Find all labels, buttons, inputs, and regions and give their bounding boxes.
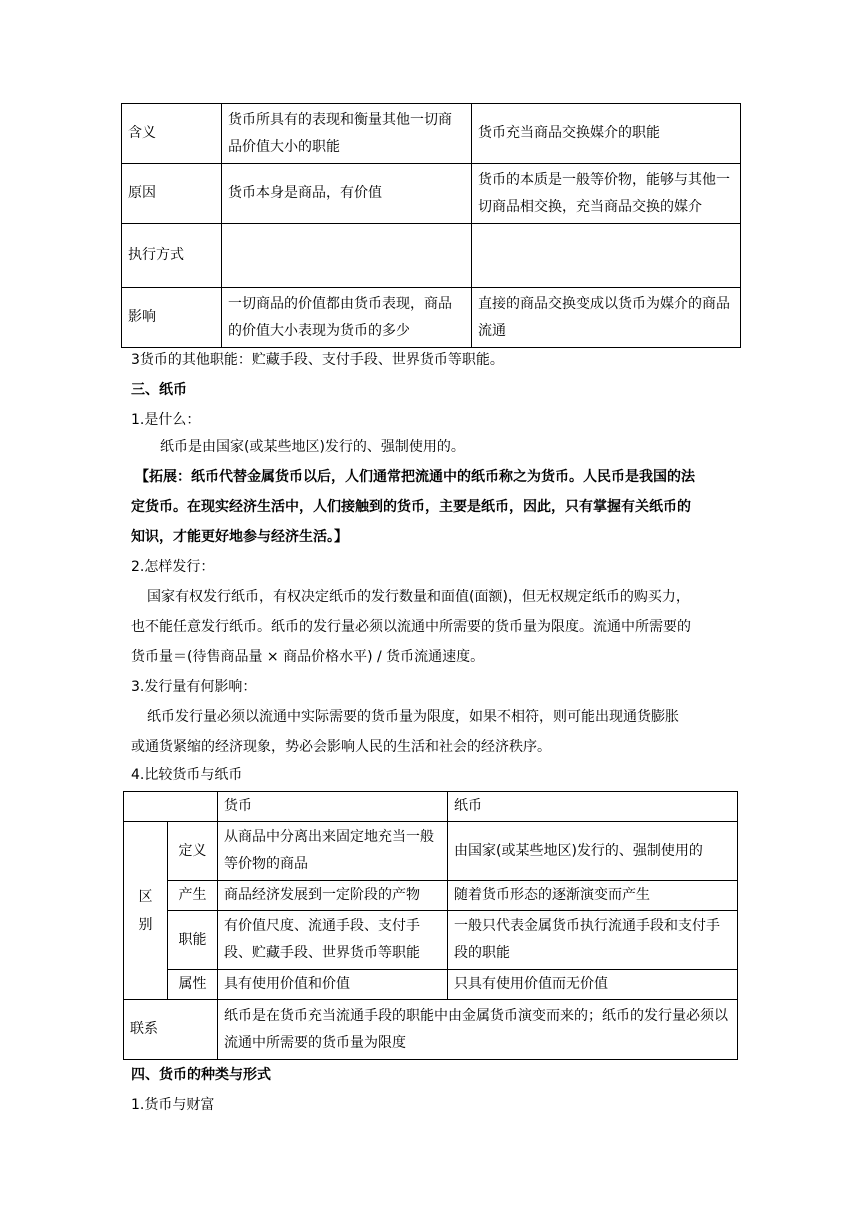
row-label: 含义	[122, 104, 222, 164]
section-title: 四、货币的种类与形式	[131, 1067, 271, 1083]
table-cell: 从商品中分离出来固定地充当一般等价物的商品	[218, 822, 448, 881]
formula-line: 货币量＝(待售商品量 × 商品价格水平) / 货币流通速度。	[131, 649, 485, 665]
table-header-row	[124, 792, 738, 822]
table-cell: 货币本身是商品，有价值	[222, 164, 472, 224]
row-label: 职能	[168, 911, 218, 970]
table-cell: 纸币是在货币充当流通手段的职能中由金属货币演变而来的；纸币的发行量必须以流通中所需要的货币量为限度	[218, 1000, 738, 1060]
extension-text: 【拓展：纸币代替金属货币以后，人们通常把流通中的纸币称之为货币。人民币是我国的法	[135, 469, 695, 485]
other-functions-text: 3货币的其他职能：贮藏手段、支付手段、世界货币等职能。	[131, 352, 504, 368]
table-row	[122, 224, 741, 288]
table-cell: 具有使用价值和价值	[218, 970, 448, 1000]
table-row	[124, 881, 738, 911]
extension-text: 知识，才能更好地参与经济生活。】	[131, 529, 348, 545]
column-header: 纸币	[448, 792, 738, 822]
table-cell: 随着货币形态的逐渐演变而产生	[448, 881, 738, 911]
table-row	[122, 104, 741, 164]
table-cell	[472, 224, 741, 288]
table-cell	[222, 224, 472, 288]
row-label: 产生	[168, 881, 218, 911]
table-row	[124, 1000, 738, 1060]
row-label: 联系	[124, 1000, 218, 1060]
row-label: 定义	[168, 822, 218, 881]
table-cell: 商品经济发展到一定阶段的产物	[218, 881, 448, 911]
section-title: 三、纸币	[131, 382, 187, 398]
group-label	[124, 822, 168, 1000]
table-row	[124, 822, 738, 881]
table-cell: 货币所具有的表现和衡量其他一切商品价值大小的职能	[222, 104, 472, 164]
table-cell: 由国家(或某些地区)发行的、强制使用的	[448, 822, 738, 881]
row-label: 原因	[122, 164, 222, 224]
table-cell: 一般只代表金属货币执行流通手段和支付手段的职能	[448, 911, 738, 970]
table-row	[124, 911, 738, 970]
table-row	[122, 288, 741, 348]
paragraph-line: 或通货紧缩的经济现象，势必会影响人民的生活和社会的经济秩序。	[131, 739, 551, 755]
paragraph-line: 纸币发行量必须以流通中实际需要的货币量为限度，如果不相符，则可能出现通货膨胀	[147, 709, 679, 725]
answer-text: 纸币是由国家(或某些地区)发行的、强制使用的。	[160, 439, 465, 455]
row-label: 执行方式	[122, 224, 222, 288]
table-row	[122, 164, 741, 224]
question-heading: 1.是什么：	[131, 412, 201, 428]
column-header: 货币	[218, 792, 448, 822]
extension-text: 定货币。在现实经济生活中，人们接触到的货币，主要是纸币，因此，只有掌握有关纸币的	[131, 499, 691, 515]
table-cell: 货币的本质是一般等价物，能够与其他一切商品相交换，充当商品交换的媒介	[472, 164, 741, 224]
group-label-text: 区别	[138, 888, 153, 933]
table-cell: 只具有使用价值而无价值	[448, 970, 738, 1000]
table-cell: 有价值尺度、流通手段、支付手段、贮藏手段、世界货币等职能	[218, 911, 448, 970]
paragraph-line: 国家有权发行纸币，有权决定纸币的发行数量和面值(面额)，但无权规定纸币的购买力，	[147, 589, 690, 605]
question-heading: 4.比较货币与纸币	[131, 767, 243, 783]
row-label: 属性	[168, 970, 218, 1000]
paragraph-line: 也不能任意发行纸币。纸币的发行量必须以流通中所需要的货币量为限度。流通中所需要的	[131, 619, 691, 635]
money-vs-paper-table	[123, 791, 738, 1060]
header-blank-cell	[124, 792, 218, 822]
table-cell: 一切商品的价值都由货币表现，商品的价值大小表现为货币的多少	[222, 288, 472, 348]
row-label: 影响	[122, 288, 222, 348]
question-heading: 1.货币与财富	[131, 1097, 215, 1113]
money-functions-table	[121, 103, 741, 348]
question-heading: 2.怎样发行：	[131, 559, 215, 575]
table-cell: 直接的商品交换变成以货币为媒介的商品流通	[472, 288, 741, 348]
table-cell: 货币充当商品交换媒介的职能	[472, 104, 741, 164]
table-row	[124, 970, 738, 1000]
question-heading: 3.发行量有何影响：	[131, 679, 257, 695]
